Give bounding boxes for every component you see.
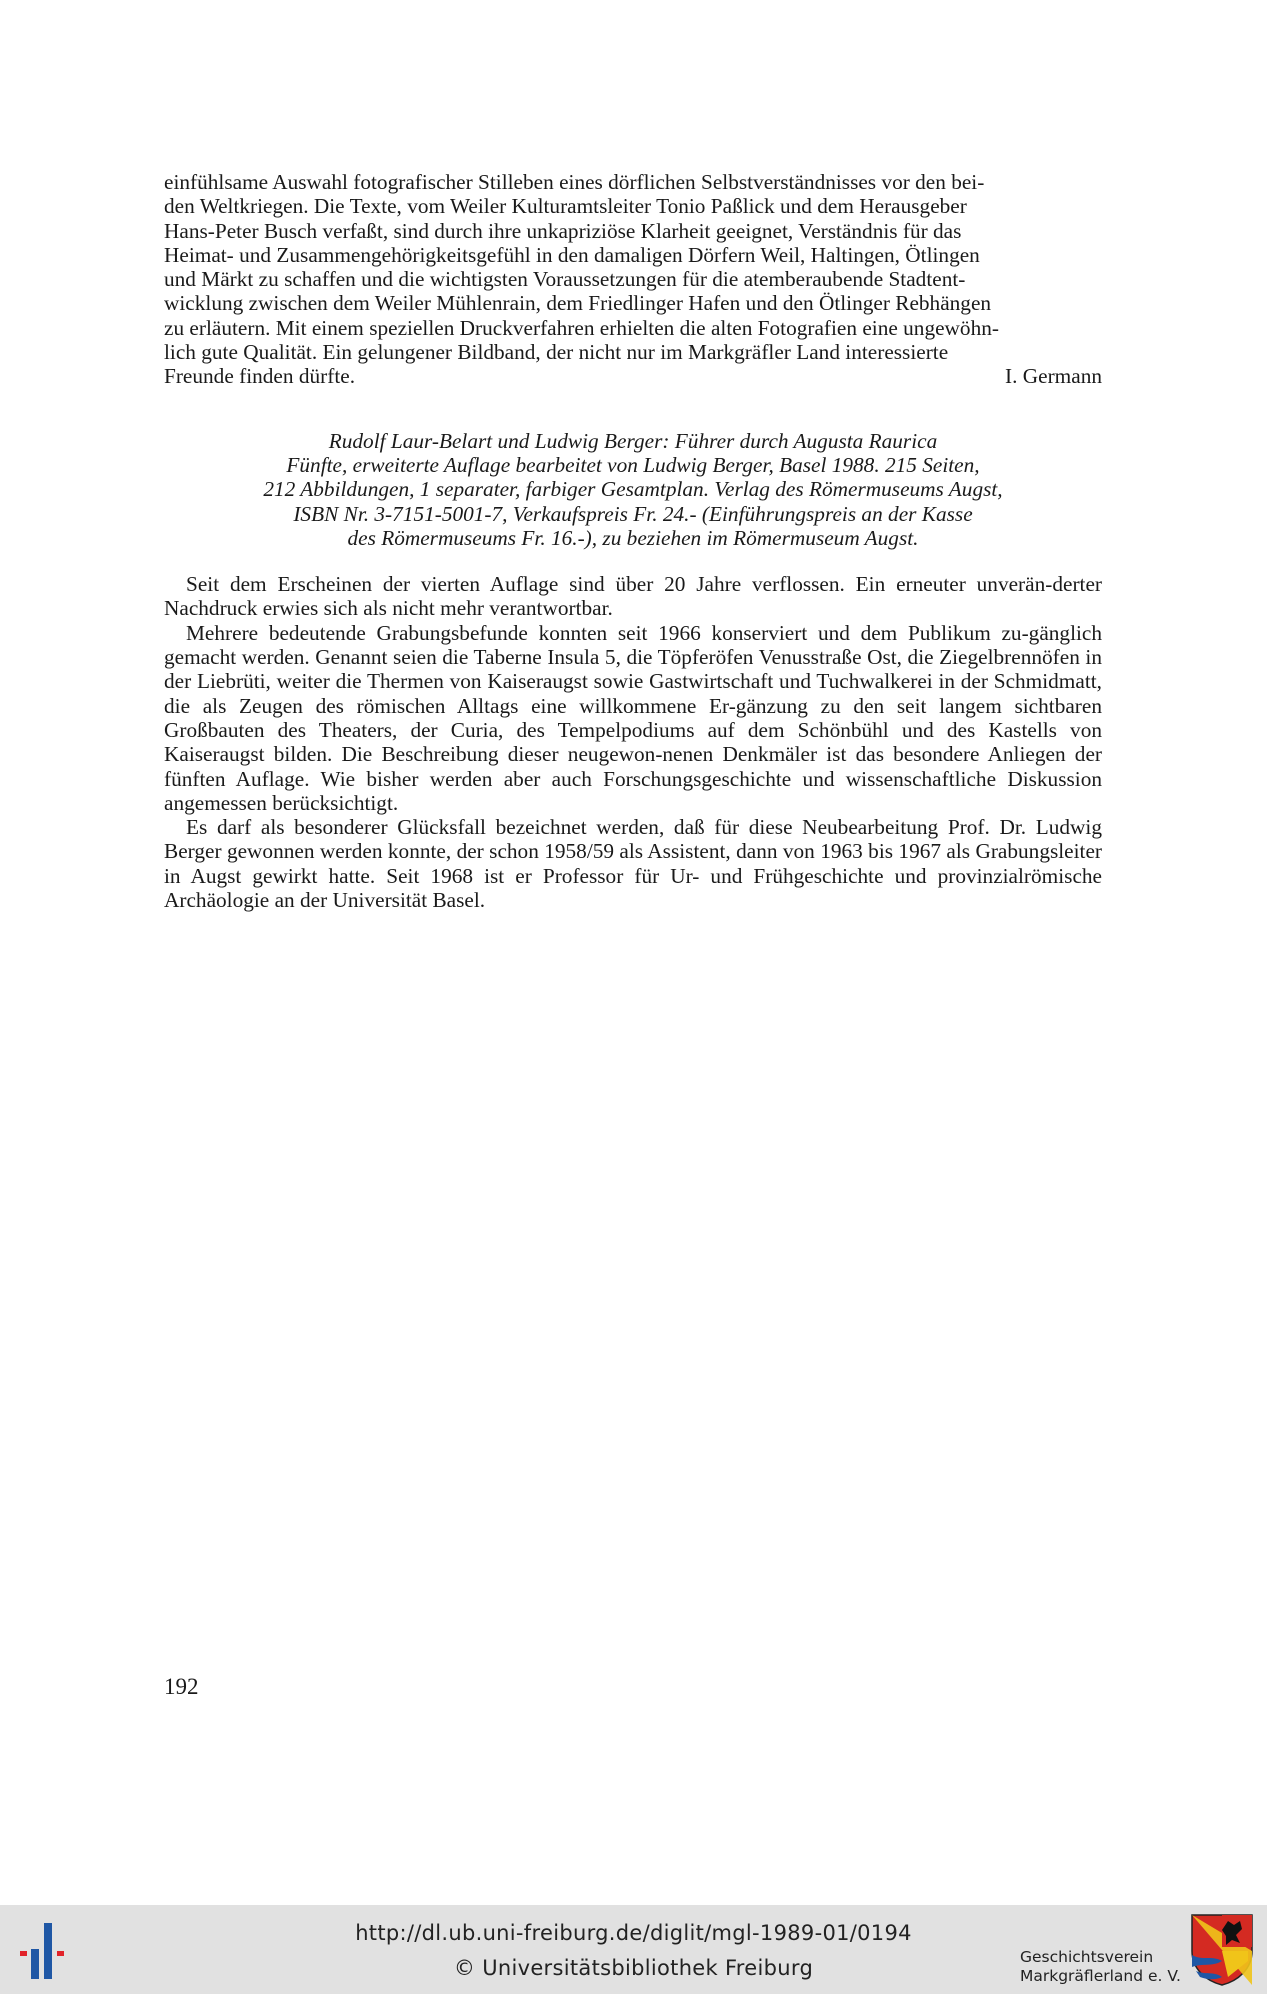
review-one-signoff	[164, 364, 1102, 388]
review-one-line: den Weltkriegen. Die Texte, vom Weiler Kulturamtsleiter Tonio Paßlick und dem Herausgeber	[164, 194, 967, 219]
society-line-2: Markgräflerland e. V.	[1020, 1967, 1181, 1985]
citation-line: Rudolf Laur-Belart und Ludwig Berger: Führer durch Augusta Raurica	[328, 428, 938, 453]
review-paragraph: Es darf als besonderer Glücksfall bezeichnet werden, daß für diese Neubearbeitung Prof. Dr. Ludwig Berger gewonnen werden konnte, der schon 1958/59 als Assistent, dann von 1963 bis 1967 als Grabungsleiter in Augst gewirkt hatte. Seit 1968 ist er Professor für Ur- und Frühgeschichte und provinzialrömische Archäologie an der Universität Basel.	[164, 815, 1102, 913]
review-one-last-line: Freunde finden dürfte.	[164, 364, 356, 389]
review-one-line: Heimat- und Zusammengehörigkeitsgefühl in den damaligen Dörfern Weil, Haltingen, Ötlingen	[164, 242, 980, 267]
page-number: 192	[164, 1674, 199, 1699]
review-one-line: und Märkt zu schaffen und die wichtigsten Voraussetzungen für die atemberaubende Stadtent-	[164, 267, 966, 292]
review-paragraph: Seit dem Erscheinen der vierten Auflage sind über 20 Jahre verflossen. Ein erneuter unverän-derter Nachdruck erwies sich als nicht mehr verantwortbar.	[164, 572, 1102, 621]
society-name	[1020, 1948, 1190, 1986]
review-author: I. Germann	[1005, 364, 1102, 389]
review-two	[164, 572, 1102, 912]
coat-of-arms-icon[interactable]	[1188, 1911, 1256, 1987]
review-one-line: Hans-Peter Busch verfaßt, sind durch ihre unkapriziöse Klarheit geeignet, Verständnis für das	[164, 218, 962, 243]
society-line-1: Geschichtsverein	[1020, 1948, 1154, 1966]
page-text	[164, 170, 1102, 912]
citation-line: des Römermuseums Fr. 16.-), zu beziehen im Römermuseum Augst.	[347, 525, 919, 550]
review-one-line: lich gute Qualität. Ein gelungener Bildband, der nicht nur im Markgräfler Land interessierte	[164, 340, 949, 365]
copyright-notice: © Universitätsbibliothek Freiburg	[453, 1956, 814, 1980]
citation-line: Fünfte, erweiterte Auflage bearbeitet von Ludwig Berger, Basel 1988. 215 Seiten,	[286, 452, 980, 477]
review-one	[164, 170, 1102, 389]
citation-line: ISBN Nr. 3-7151-5001-7, Verkaufspreis Fr. 24.- (Einführungspreis an der Kasse	[293, 501, 973, 526]
citation-line: 212 Abbildungen, 1 separater, farbiger Gesamtplan. Verlag des Römermuseums Augst,	[263, 477, 1003, 502]
footer-bar	[0, 1905, 1267, 1994]
review-one-line: wicklung zwischen dem Weiler Mühlenrain, dem Friedlinger Hafen und den Ötlinger Rebhängen	[164, 291, 992, 316]
review-paragraph: Mehrere bedeutende Grabungsbefunde konnten seit 1966 konserviert und dem Publikum zu-gänglich gemacht werden. Genannt seien die Taberne Insula 5, die Töpferöfen Venusstraße Ost, die Ziegelbrennöfen in der Liebrüti, weiter die Thermen von Kaiseraugst sowie Gastwirtschaft und Tuchwalkerei in der Schmidmatt, die als Zeugen des römischen Alltags eine willkommene Er-gänzung zu den seit langem sichtbaren Großbauten des Theaters, der Curia, des Tempelpodiums auf dem Schönbühl und des Kastells von Kaiseraugst bilden. Die Beschreibung dieser neugewon-nenen Denkmäler ist das besondere Anliegen der fünften Auflage. Wie bisher werden aber auch Forschungsgeschichte und wissenschaftliche Diskussion angemessen berücksichtigt.	[164, 620, 1102, 815]
review-one-line: einfühlsame Auswahl fotografischer Stilleben eines dörflichen Selbstverständnisses vor den bei-	[164, 170, 985, 194]
book-citation	[164, 429, 1102, 550]
review-one-line: zu erläutern. Mit einem speziellen Druckverfahren erhielten die alten Fotografien eine ungewöhn-	[164, 315, 999, 340]
permalink-url[interactable]: http://dl.ub.uni-freiburg.de/diglit/mgl-1989-01/0194	[355, 1921, 912, 1945]
